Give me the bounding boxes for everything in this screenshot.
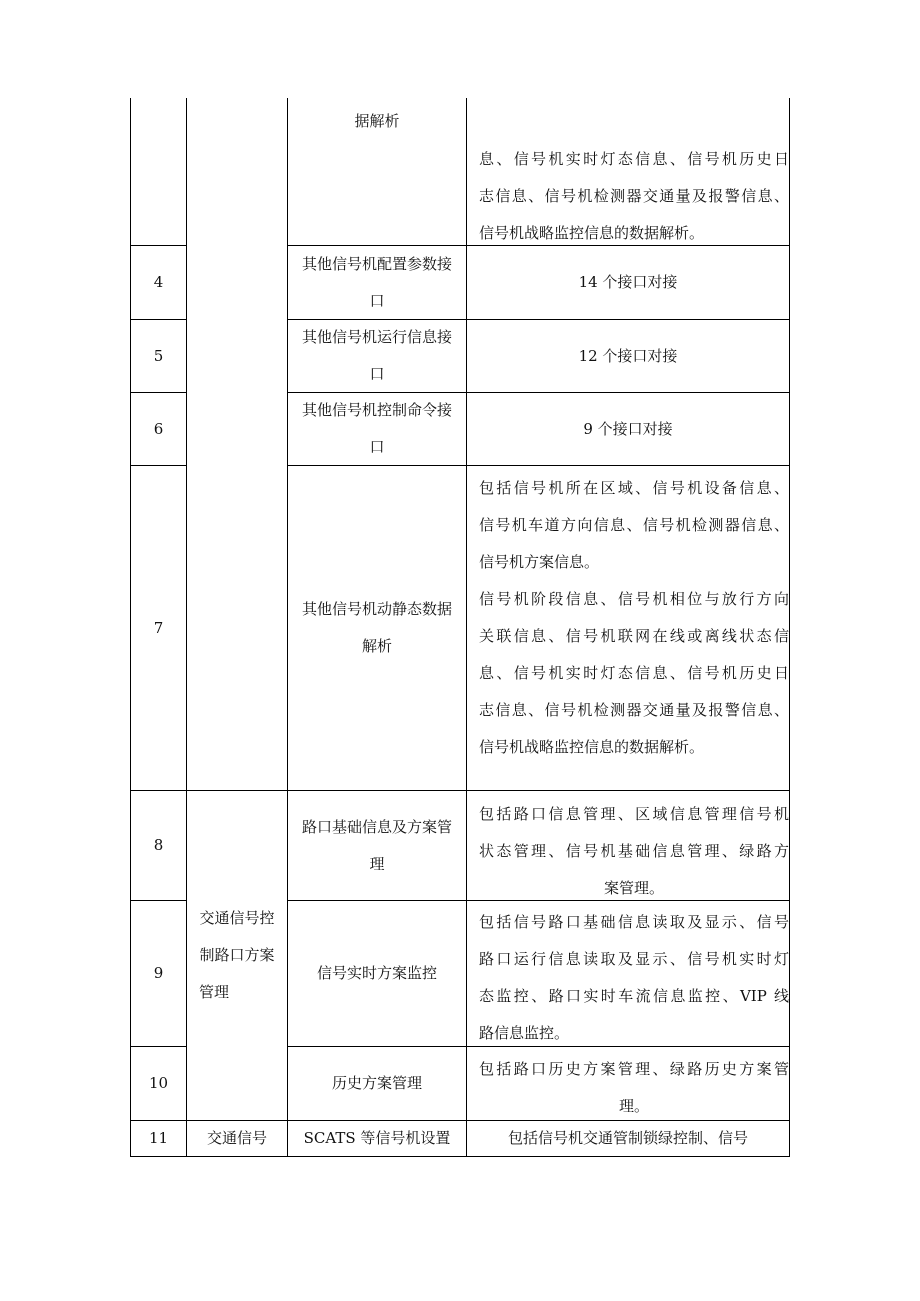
module-text-line: 管理 bbox=[199, 983, 230, 1001]
description-text-line: 包括信号机交通管制锁绿控制、信号 bbox=[507, 1129, 748, 1147]
description-text-line: 信号机战略监控信息的数据解析。 bbox=[479, 738, 705, 756]
description-cell bbox=[467, 246, 789, 319]
description-text-line: 息、信号机实时灯态信息、信号机历史日 bbox=[479, 664, 789, 682]
module-text-line: 制路口方案 bbox=[199, 946, 275, 964]
item-text-line: 口 bbox=[369, 365, 385, 383]
item-text-line: 其他信号机运行信息接 bbox=[301, 328, 452, 346]
description-text-line: 包括信号机所在区域、信号机设备信息、 bbox=[479, 479, 789, 497]
item-text-line: 口 bbox=[369, 438, 385, 456]
item-text-line: 口 bbox=[369, 291, 385, 310]
item-cell bbox=[288, 791, 466, 900]
description-text-line: 信号机阶段信息、信号机相位与放行方向 bbox=[479, 590, 789, 608]
description-text-line: 状态管理、信号机基础信息管理、绿路方 bbox=[479, 842, 789, 860]
item-text-line: 其他信号机控制命令接 bbox=[301, 401, 452, 419]
item-text-line: 信号实时方案监控 bbox=[316, 964, 437, 982]
item-cell bbox=[288, 320, 466, 392]
description-text: 14 个接口对接 bbox=[578, 273, 678, 291]
description-cell bbox=[479, 1051, 789, 1125]
row-number: 6 bbox=[153, 419, 164, 438]
description-text: 9 个接口对接 bbox=[583, 419, 673, 438]
row-number: 7 bbox=[153, 618, 164, 637]
description-text-line: 理。 bbox=[618, 1097, 649, 1115]
row-number: 11 bbox=[148, 1129, 169, 1147]
description-text-line: 案管理。 bbox=[603, 879, 664, 897]
description-text-line: 包括路口历史方案管理、绿路历史方案管 bbox=[479, 1060, 789, 1078]
row-number-cell bbox=[131, 1121, 186, 1156]
item-cell bbox=[288, 1047, 466, 1120]
item-text-line: 解析 bbox=[361, 637, 392, 655]
description-text-line: 包括信号路口基础信息读取及显示、信号 bbox=[479, 913, 789, 931]
description-text-line: 关联信息、信号机联网在线或离线状态信 bbox=[479, 627, 789, 645]
item-cell bbox=[288, 246, 466, 319]
description-cell bbox=[479, 470, 789, 766]
item-text-line: 理 bbox=[369, 854, 385, 873]
description-cell bbox=[479, 796, 789, 907]
item-text-line: 历史方案管理 bbox=[331, 1074, 422, 1092]
item-text-line: 据解析 bbox=[354, 112, 400, 130]
row-number-cell bbox=[131, 466, 186, 790]
item-cell bbox=[288, 393, 466, 465]
description-text-line: 路信息监控。 bbox=[479, 1024, 570, 1042]
row-number: 4 bbox=[153, 273, 164, 291]
table-border-right bbox=[789, 98, 790, 1157]
row-number-cell bbox=[131, 320, 186, 392]
item-cell bbox=[288, 103, 466, 140]
description-text-line: 信号机战略监控信息的数据解析。 bbox=[479, 224, 705, 242]
description-cell bbox=[479, 141, 789, 252]
item-text-line: SCATS 等信号机设置 bbox=[303, 1129, 451, 1147]
row-number-cell bbox=[131, 393, 186, 465]
description-text: 12 个接口对接 bbox=[578, 346, 678, 365]
description-text-line: 志信息、信号机检测器交通量及报警信息、 bbox=[479, 701, 789, 719]
row-number-cell bbox=[131, 901, 186, 1046]
item-cell bbox=[288, 901, 466, 1046]
row-number: 8 bbox=[153, 836, 164, 854]
module-text: 交通信号 bbox=[206, 1129, 267, 1147]
item-text-line: 路口基础信息及方案管 bbox=[301, 817, 452, 836]
item-text-line: 其他信号机动静态数据 bbox=[301, 600, 452, 618]
description-cell bbox=[467, 1121, 789, 1156]
module-cell bbox=[187, 1121, 287, 1156]
description-text-line: 志信息、信号机检测器交通量及报警信息、 bbox=[479, 187, 789, 205]
description-cell bbox=[479, 904, 789, 1052]
row-number: 9 bbox=[153, 964, 164, 982]
description-text-line: 信号机车道方向信息、信号机检测器信息、 bbox=[479, 516, 789, 534]
row-number: 5 bbox=[153, 346, 164, 365]
row-number-cell bbox=[131, 246, 186, 319]
item-cell bbox=[288, 466, 466, 790]
description-text-line: 态监控、路口实时车流信息监控、VIP 线 bbox=[479, 987, 789, 1005]
item-cell bbox=[288, 1121, 466, 1156]
description-cell bbox=[467, 393, 789, 465]
row-number: 10 bbox=[148, 1074, 169, 1092]
description-text-line: 息、信号机实时灯态信息、信号机历史日 bbox=[479, 150, 789, 168]
description-text-line: 信号机方案信息。 bbox=[479, 553, 600, 571]
description-text-line: 包括路口信息管理、区域信息管理信号机 bbox=[479, 805, 789, 823]
row-number-cell bbox=[131, 1047, 186, 1120]
description-text-line: 路口运行信息读取及显示、信号机实时灯 bbox=[479, 950, 789, 968]
module-text-line: 交通信号控 bbox=[199, 909, 275, 927]
row-number-cell bbox=[131, 791, 186, 900]
description-cell bbox=[467, 320, 789, 392]
module-cell bbox=[187, 791, 287, 1120]
item-text-line: 其他信号机配置参数接 bbox=[301, 254, 452, 273]
